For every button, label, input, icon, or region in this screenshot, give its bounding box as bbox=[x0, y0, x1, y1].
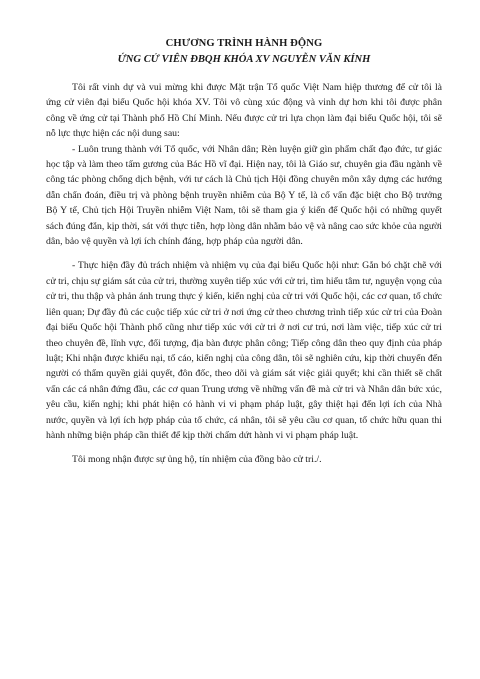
commitment-paragraph-1: - Luôn trung thành với Tổ quốc, với Nhân dân; Rèn luyện giữ gìn phẩm chất đạo đức, tư giác học tập và làm theo tấm gương của Bác Hồ vĩ đại. Hiện nay, tôi là Giáo sư, chuyên gia đầu ngành về công tác phòng chống dịch bệnh, với tư cách là Chủ tịch Hội đồng chuyên môn xây dựng các hướng dẫn chẩn đoán, điều trị và phòng bệnh truyền nhiễm của Bộ Y tế, là cố vấn đặc biệt cho Bộ trưởng Bộ Y tế, Chủ tịch Hội Truyền nhiễm Việt Nam, tôi sẽ tham gia ý kiến để Quốc hội có những quyết sách đúng đắn, kịp thời, sát với thực tiễn, hợp lòng dân nhằm bảo vệ và nâng cao sức khỏe của người dân, bảo vệ quyền và lợi ích chính đáng, hợp pháp của người dân. bbox=[46, 143, 442, 248]
document-subtitle: ỨNG CỬ VIÊN ĐBQH KHÓA XV NGUYỄN VĂN KÍNH bbox=[117, 54, 371, 65]
document-title: CHƯƠNG TRÌNH HÀNH ĐỘNG bbox=[165, 38, 323, 49]
document-body bbox=[46, 80, 442, 468]
closing-paragraph: Tôi mong nhận được sự ủng hộ, tín nhiệm của đồng bào cử tri./. bbox=[72, 454, 322, 466]
intro-paragraph: Tôi rất vinh dự và vui mừng khi được Mặt trận Tổ quốc Việt Nam hiệp thương để cử tôi là ứng cử viên đại biểu Quốc hội khóa XV. Tôi vô cùng xúc động và vinh dự hơn khi tôi được phân công về ứng cử tại Thành phố Hồ Chí Minh. Nếu được cử tri lựa chọn làm đại biểu Quốc hội, tôi sẽ nỗ lực thực hiện các nội dung sau: bbox=[46, 82, 442, 140]
commitment-paragraph-2: - Thực hiện đầy đủ trách nhiệm và nhiệm vụ của đại biểu Quốc hội như: Gắn bó chặt chẽ với cử tri, chịu sự giám sát của cử tri, thường xuyên tiếp xúc với cử tri, tìm hiểu tâm tư, nguyện vọng của cử tri, thu thập và phản ánh trung thực ý kiến, kiến nghị của cử tri với Quốc hội, các cơ quan, tổ chức liên quan; Dự đầy đủ các cuộc tiếp xúc cử tri ở nơi ứng cử theo chương trình tiếp xúc cử tri của Đoàn đại biểu Quốc hội Thành phố cũng như tiếp xúc với cử tri ở nơi cư trú, nơi làm việc, tiếp xúc cử tri theo chuyên đề, lĩnh vực, đối tượng, địa bàn được phân công; Tiếp công dân theo quy định của pháp luật; Khi nhận được khiếu nại, tố cáo, kiến nghị của công dân, tôi sẽ nghiên cứu, kịp thời chuyển đến người có thẩm quyền giải quyết, đôn đốc, theo dõi và giám sát việc giải quyết; khi cần thiết sẽ chất vấn các cá nhân đứng đầu, các cơ quan Trung ương về những vấn đề mà cử tri và Nhân dân bức xúc, yêu cầu, kiến nghị; khi phát hiện có hành vi vi phạm pháp luật, gây thiệt hại đến lợi ích của Nhà nước, quyền và lợi ích hợp pháp của tổ chức, cá nhân, tôi sẽ yêu cầu cơ quan, tổ chức hữu quan thi hành những biện pháp cần thiết để kịp thời chấm dứt hành vi vi phạm pháp luật. bbox=[46, 260, 442, 441]
